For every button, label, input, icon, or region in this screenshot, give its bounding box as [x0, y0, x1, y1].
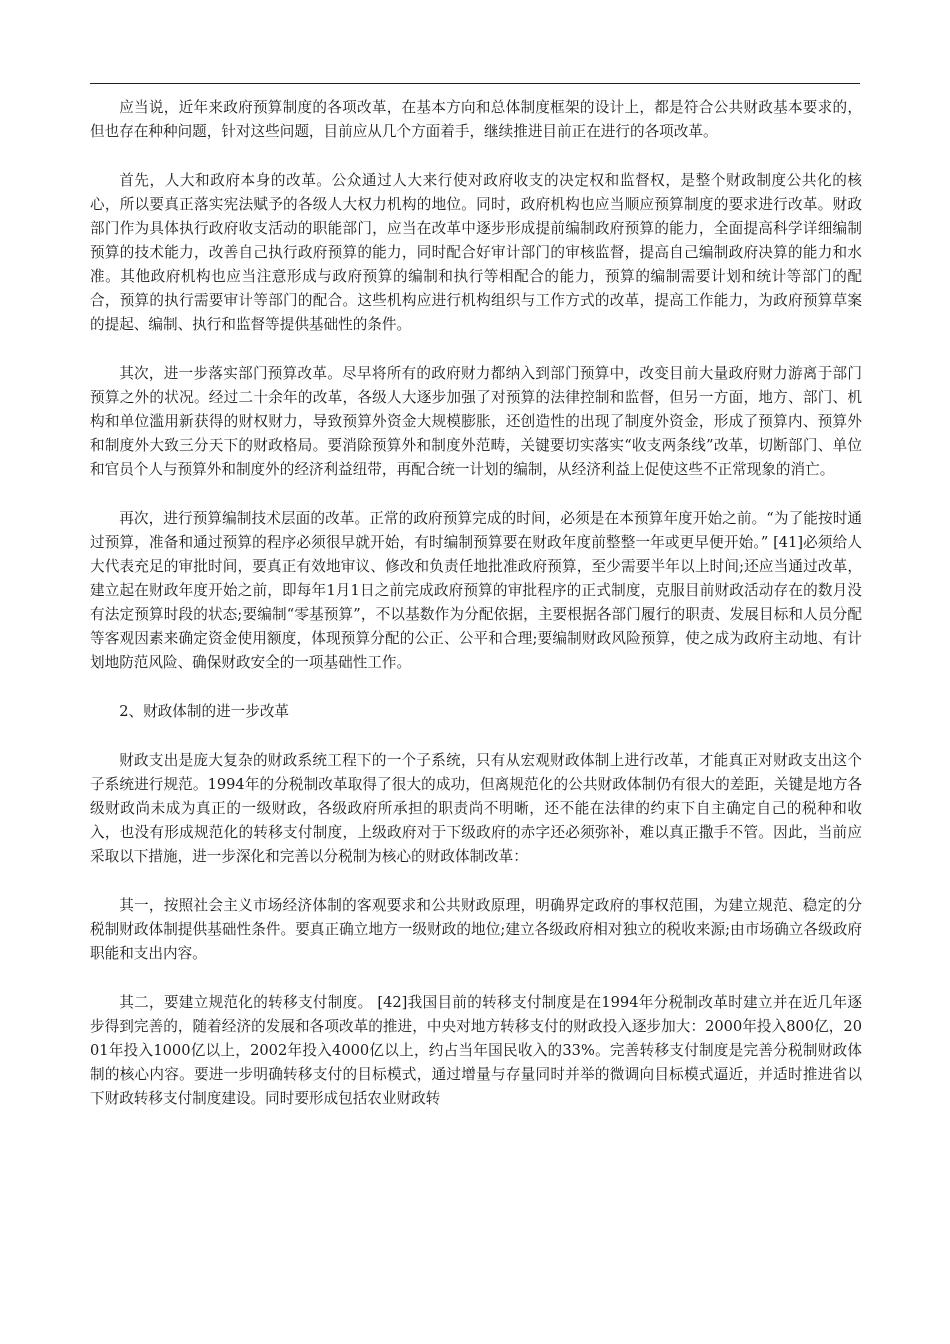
paragraph-measure-two: 其二，要建立规范化的转移支付制度。 [42]我国目前的转移支付制度是在1994年分税制改革时建立并在近几年逐步得到完善的，随着经济的发展和各项改革的推进，中央对地方转移支付的财政投入逐步加大：2000年投入800亿，2001年投入1000亿以上，2002年投入4000亿以上，约占当年国民收入的33%。完善转移支付制度是完善分税制财政体制的核心内容。要进一步明确转移支付的目标模式，通过增量与存量同时并举的微调向目标模式逼近，并适时推进省以下财政转移支付制度建设。同时要形成包括农业财政转: [90, 994, 862, 1107]
paragraph-measure-one: 其一，按照社会主义市场经济体制的客观要求和公共财政原理，明确界定政府的事权范围，为建立规范、稳定的分税制财政体制提供基础性条件。要真正确立地方一级财政的地位;建立各级政府相对独立的税收来源;由市场确立各级政府职能和支出内容。: [90, 897, 862, 962]
paragraph-third-reform: 再次，进行预算编制技术层面的改革。正常的政府预算完成的时间，必须是在本预算年度开始之前。“为了能按时通过预算，准备和通过预算的程序必须很早就开始，有时编制预算要在财政年度前整整一年或更早便开始。” [41]必须给人大代表充足的审批时间，要真正有效地审议、修改和负责任地批准政府预算，至少需要半年以上时间;还应当通过改革，建立起在财政年度开始之前，即每年1月1日之前完成政府预算的审批程序的正式制度，克服目前财政活动存在的数月没有法定预算时段的状态;要编制“零基预算”，不以基数作为分配依据，主要根据各部门履行的职责、发展目标和人员分配等客观因素来确定资金使用额度，体现预算分配的公正、公平和合理;要编制财政风险预算，使之成为政府主动地、有计划地防范风险、确保财政安全的一项基础性工作。: [90, 510, 862, 671]
section-heading: 2、财政体制的进一步改革: [119, 703, 290, 720]
paragraph-intro: 应当说，近年来政府预算制度的各项改革，在基本方向和总体制度框架的设计上，都是符合公共财政基本要求的，但也存在种种问题，针对这些问题，目前应从几个方面着手，继续推进目前正在进行的各项改革。: [90, 99, 862, 140]
paragraph-second-reform: 其次，进一步落实部门预算改革。尽早将所有的政府财力都纳入到部门预算中，改变目前大量政府财力游离于部门预算之外的状况。经过二十余年的改革，各级人大逐步加强了对预算的法律控制和监督，但另一方面，地方、部门、机构和单位滥用新获得的财权财力，导致预算外资金大规模膨胀，还创造性的出现了制度外资金，形成了预算内、预算外和制度外大致三分天下的财政格局。要消除预算外和制度外范畴，关键要切实落实“收支两条线”改革，切断部门、单位和官员个人与预算外和制度外的经济利益纽带，再配合统一计划的编制，从经济利益上促使这些不正常现象的消亡。: [90, 365, 862, 478]
paragraph-fiscal-system: 财政支出是庞大复杂的财政系统工程下的一个子系统，只有从宏观财政体制上进行改革，才能真正对财政支出这个子系统进行规范。1994年的分税制改革取得了很大的成功，但离规范化的公共财政体制仍有很大的差距，关键是地方各级财政尚未成为真正的一级财政，各级政府所承担的职责尚不明晰，还不能在法律的约束下自主确定自己的税种和收入，也没有形成规范化的转移支付制度，上级政府对于下级政府的赤字还必须弥补，难以真正撒手不管。因此，当前应采取以下措施，进一步深化和完善以分税制为核心的财政体制改革：: [90, 752, 862, 865]
header-rule: [90, 83, 860, 84]
paragraph-first-reform: 首先，人大和政府本身的改革。公众通过人大来行使对政府收支的决定权和监督权，是整个财政制度公共化的核心，所以要真正落实宪法赋予的各级人大权力机构的地位。同时，政府机构也应当顺应预算制度的要求进行改革。财政部门作为具体执行政府收支活动的职能部门，应当在改革中逐步形成提前编制政府预算的能力，全面提高科学详细编制预算的技术能力，改善自己执行政府预算的能力，同时配合好审计部门的审核监督，提高自己编制政府决算的能力和水准。其他政府机构也应当注意形成与政府预算的编制和执行等相配合的能力，预算的编制需要计划和统计等部门的配合，预算的执行需要审计等部门的配合。这些机构应进行机构组织与工作方式的改革，提高工作能力，为政府预算草案的提起、编制、执行和监督等提供基础性的条件。: [90, 172, 862, 333]
document-body: [90, 96, 862, 1136]
